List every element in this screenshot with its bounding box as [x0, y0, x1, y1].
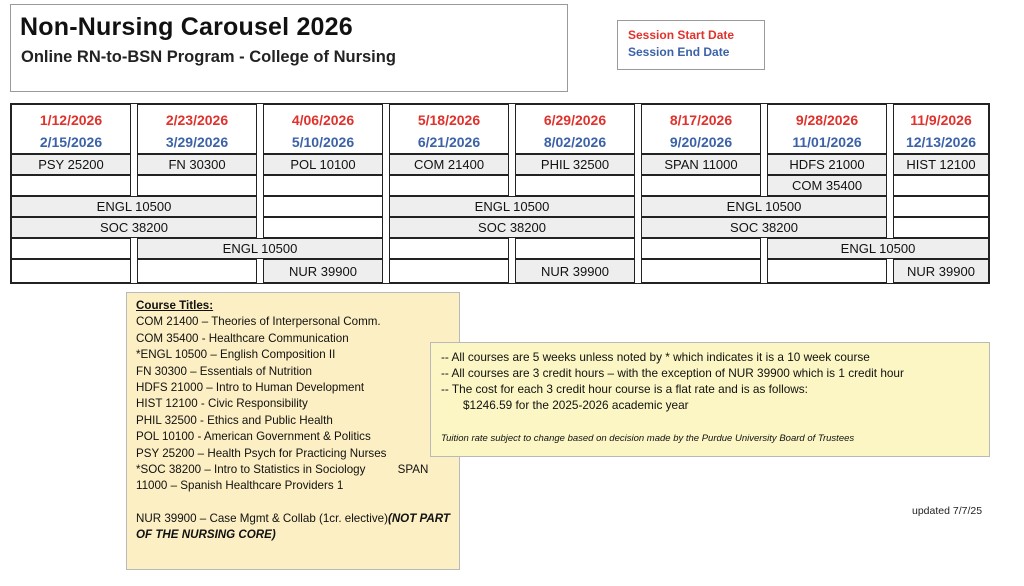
session-start-date: 5/18/2026: [417, 112, 481, 128]
session-start-date: 6/29/2026: [543, 112, 607, 128]
session-start-date: 1/12/2026: [39, 112, 103, 128]
course-cell: POL 10100: [263, 154, 383, 175]
course-cell: NUR 39900: [515, 259, 635, 283]
session-end-date: 8/02/2026: [543, 134, 607, 150]
session-end-date: 11/01/2026: [792, 134, 862, 150]
course-cell: PHIL 32500: [515, 154, 635, 175]
course-title-item: HDFS 21000 – Intro to Human Development: [136, 381, 365, 395]
session-end-date: 3/29/2026: [165, 134, 229, 150]
info-line: -- All courses are 3 credit hours – with the exception of NUR 39900 which is 1 credit hour: [441, 366, 904, 380]
course-cell: ENGL 10500: [389, 196, 635, 217]
date-legend: [617, 20, 765, 70]
empty-cell: [11, 175, 131, 196]
session-end-date: 5/10/2026: [291, 134, 355, 150]
course-info-box: [430, 342, 990, 457]
carousel-schedule-grid: [10, 103, 990, 284]
session-date-cell: [641, 104, 761, 154]
session-end-date: 12/13/2026: [905, 134, 977, 150]
session-date-cell: [893, 104, 989, 154]
course-title-item: POL 10100 - American Government & Politics: [136, 430, 371, 444]
course-title-item: FN 30300 – Essentials of Nutrition: [136, 364, 312, 378]
course-titles-heading: Course Titles:: [136, 299, 214, 312]
nur-elective-note: [136, 511, 451, 544]
course-cell: NUR 39900: [893, 259, 989, 283]
legend-start-label: Session Start Date: [628, 28, 735, 42]
page-subtitle: Online RN-to-BSN Program - College of Nursing: [21, 48, 396, 66]
legend-end-label: Session End Date: [628, 45, 730, 59]
session-start-date: 4/06/2026: [291, 112, 355, 128]
session-date-cell: [137, 104, 257, 154]
course-cell: ENGL 10500: [137, 238, 383, 259]
course-cell: ENGL 10500: [11, 196, 257, 217]
course-cell: NUR 39900: [263, 259, 383, 283]
course-cell: SOC 38200: [641, 217, 887, 238]
empty-cell: [515, 175, 635, 196]
empty-cell: [893, 217, 989, 238]
session-start-date: 8/17/2026: [669, 112, 733, 128]
course-title-item: 11000 – Spanish Healthcare Providers 1: [136, 479, 344, 493]
course-title-item: PSY 25200 – Health Psych for Practicing Nurses: [136, 446, 387, 460]
empty-cell: [389, 175, 509, 196]
session-start-date: 11/9/2026: [910, 112, 972, 128]
empty-cell: [263, 196, 383, 217]
tuition-amount: $1246.59 for the 2025-2026 academic year: [463, 398, 689, 412]
session-date-cell: [389, 104, 509, 154]
empty-cell: [137, 259, 257, 283]
session-end-date: 9/20/2026: [669, 134, 733, 150]
course-cell: SOC 38200: [389, 217, 635, 238]
session-date-cell: [767, 104, 887, 154]
course-title-item: COM 35400 - Healthcare Communication: [136, 331, 349, 345]
course-cell: PSY 25200: [11, 154, 131, 175]
empty-cell: [11, 238, 131, 259]
session-date-cell: [11, 104, 131, 154]
empty-cell: [263, 175, 383, 196]
nur-note-text: NUR 39900 – Case Mgmt & Collab (1cr. elective): [136, 511, 388, 525]
session-start-date: 9/28/2026: [795, 112, 859, 128]
empty-cell: [893, 196, 989, 217]
empty-cell: [11, 259, 131, 283]
course-cell: HDFS 21000: [767, 154, 887, 175]
session-date-cell: [263, 104, 383, 154]
course-title-item: *SOC 38200 – Intro to Statistics in Sociology SPAN: [136, 463, 429, 477]
page-title: Non-Nursing Carousel 2026: [20, 13, 353, 41]
course-cell: COM 21400: [389, 154, 509, 175]
title-box: [10, 4, 568, 92]
empty-cell: [515, 238, 635, 259]
empty-cell: [263, 217, 383, 238]
session-start-date: 2/23/2026: [165, 112, 229, 128]
empty-cell: [137, 175, 257, 196]
updated-date: updated 7/7/25: [912, 505, 983, 517]
session-date-cell: [515, 104, 635, 154]
course-title-item: *ENGL 10500 – English Composition II: [136, 348, 336, 362]
course-titles-box: [126, 292, 460, 570]
empty-cell: [893, 175, 989, 196]
course-cell: SPAN 11000: [641, 154, 761, 175]
course-cell: FN 30300: [137, 154, 257, 175]
empty-cell: [767, 259, 887, 283]
course-title-item: COM 21400 – Theories of Interpersonal Comm.: [136, 315, 381, 329]
course-cell: ENGL 10500: [641, 196, 887, 217]
course-cell: ENGL 10500: [767, 238, 989, 259]
session-end-date: 6/21/2026: [417, 134, 481, 150]
empty-cell: [389, 259, 509, 283]
info-line: -- All courses are 5 weeks unless noted by * which indicates it is a 10 week course: [441, 350, 870, 364]
course-cell: SOC 38200: [11, 217, 257, 238]
session-end-date: 2/15/2026: [39, 134, 103, 150]
course-title-item: PHIL 32500 - Ethics and Public Health: [136, 413, 333, 427]
empty-cell: [641, 175, 761, 196]
nur-note-emphasis: (NOT PART OF THE NURSING CORE): [136, 511, 450, 542]
empty-cell: [389, 238, 509, 259]
course-cell: HIST 12100: [893, 154, 989, 175]
info-line: -- The cost for each 3 credit hour course is a flat rate and is as follows:: [441, 382, 808, 396]
course-title-item: HIST 12100 - Civic Responsibility: [136, 397, 308, 411]
empty-cell: [641, 238, 761, 259]
course-cell: COM 35400: [767, 175, 887, 196]
empty-cell: [641, 259, 761, 283]
tuition-note: Tuition rate subject to change based on decision made by the Purdue University Board of Trustees: [441, 433, 855, 444]
